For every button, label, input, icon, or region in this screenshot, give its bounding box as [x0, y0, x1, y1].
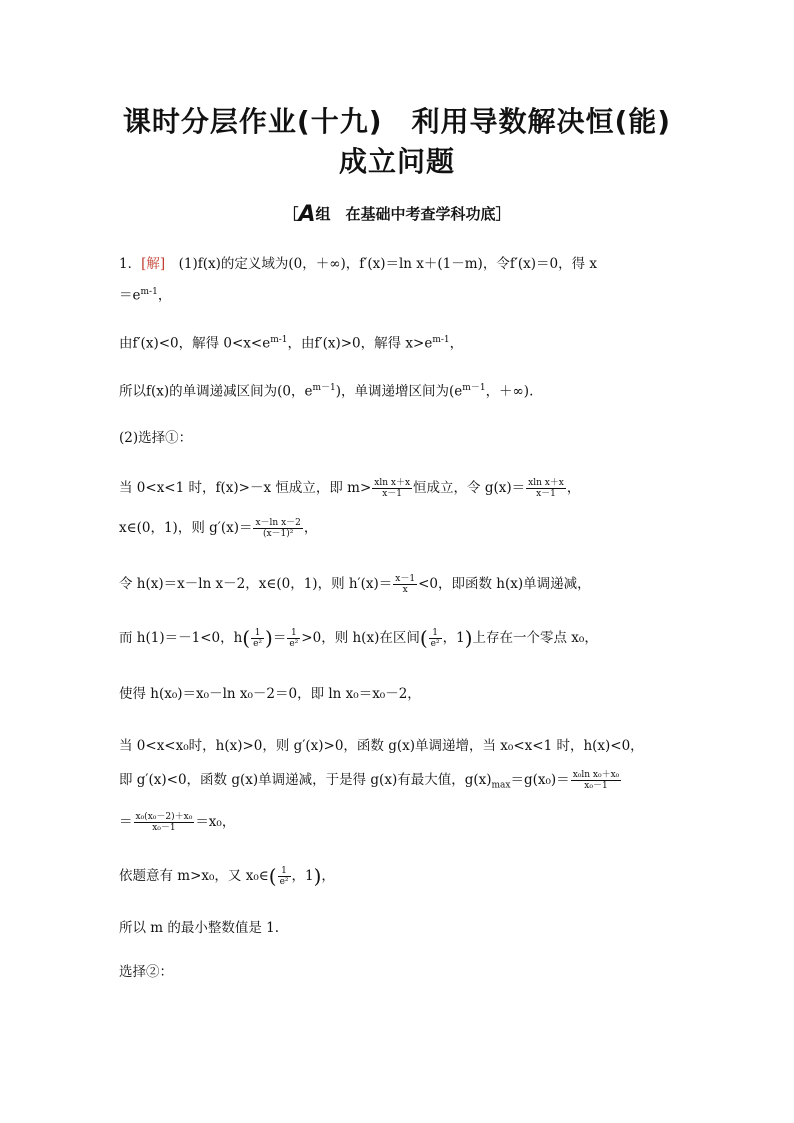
fraction: [251, 628, 264, 649]
solution-line-14: [119, 866, 335, 887]
text: ，: [566, 480, 581, 496]
solution-line-9: [119, 628, 598, 649]
text: 而 h(1)＝－1<0，h: [119, 630, 243, 646]
fraction: [526, 478, 566, 499]
numerator: 1: [287, 628, 300, 639]
paren-left: (: [419, 626, 428, 650]
text: 使得 h(x₀)＝x₀－ln x₀－2＝0，即 ln x₀＝x₀－2，: [119, 686, 421, 702]
superscript: m－1: [312, 383, 336, 393]
group-letter: A: [298, 202, 316, 227]
solution-line-4: [119, 378, 533, 402]
text: ，1: [442, 630, 465, 646]
denominator: e²: [253, 639, 263, 649]
numerator: xln x＋x: [374, 478, 411, 488]
denominator: x－1: [536, 489, 556, 499]
solution-line-10: [119, 684, 421, 704]
denominator: x₀－1: [584, 781, 608, 791]
group-heading: [0, 202, 794, 227]
numerator: x－1: [395, 574, 416, 584]
numerator: xln x＋x: [528, 478, 564, 488]
paren-left: (: [268, 864, 277, 888]
group-bracket-right: ］: [495, 205, 511, 223]
text: 所以f(x)的单调递减区间为(0，e: [119, 383, 313, 400]
fraction: [253, 518, 302, 539]
text: 选择②：: [119, 964, 173, 980]
solution-line-12: [119, 770, 622, 796]
page-title-continued: 成立问题: [338, 145, 455, 178]
text: )，单调递增区间为(e: [335, 383, 463, 400]
paren-right: ): [265, 626, 273, 650]
text: 即 g′(x)<0，函数 g(x)单调递减，于是得 g(x)有最大值，g(x): [119, 772, 492, 788]
text: ，: [321, 868, 335, 884]
text: ，: [303, 520, 318, 536]
fraction: [571, 770, 622, 791]
text: ＝: [272, 630, 287, 646]
solution-line-6: [119, 478, 580, 499]
denominator: e²: [430, 639, 440, 649]
text: (1)f(x)的定义域为(0，＋∞)，f′(x)＝ln x＋(1－m)，令f′(x)＝0，得 x: [178, 256, 598, 272]
text: ，: [449, 335, 464, 352]
numerator: 1: [278, 866, 291, 877]
subscript: max: [491, 780, 511, 791]
text: ＝: [119, 814, 133, 830]
text: 当 0<x<1 时，f(x)>－x 恒成立，即 m>: [119, 480, 372, 496]
superscript: m-1: [140, 287, 158, 297]
paren-right: ): [313, 864, 322, 888]
superscript: m－1: [462, 383, 486, 393]
group-bracket-left: ［: [283, 205, 299, 223]
denominator: e²: [289, 639, 299, 649]
text: ＝g(x₀)＝: [510, 772, 570, 788]
text: 上存在一个零点 x₀，: [472, 630, 598, 646]
fraction: [278, 866, 291, 887]
problem-number: 1．: [119, 256, 142, 272]
paren-right: ): [464, 626, 473, 650]
paren-left: (: [242, 626, 251, 650]
text: >0，则 h(x)在区间: [301, 630, 420, 646]
text: ，: [157, 287, 172, 304]
denominator: (x－1)²: [262, 529, 294, 539]
denominator: x: [402, 585, 408, 595]
text: 当 0<x<x₀时，h(x)>0，则 g′(x)>0，函数 g(x)单调递增，当 x₀<x<1 时，h(x)<0，: [119, 738, 644, 754]
numerator: x₀(x₀－2)＋x₀: [135, 812, 193, 822]
page-title: 课时分层作业(十九) 利用导数解决恒(能): [122, 105, 672, 138]
text: ＝e: [119, 287, 141, 304]
numerator: 1: [429, 628, 442, 639]
superscript: m-1: [432, 335, 450, 345]
denominator: x₀－1: [152, 823, 176, 833]
superscript: m-1: [270, 335, 288, 345]
solution-line-15: [119, 918, 279, 938]
solution-line-3: [119, 330, 463, 354]
solution-line-13: [119, 812, 235, 833]
text: ，1: [291, 868, 314, 884]
solution-line-16: [119, 962, 173, 982]
fraction: [372, 478, 412, 499]
fraction: [134, 812, 195, 833]
text: (2)选择①：: [119, 430, 193, 446]
denominator: e²: [279, 877, 289, 887]
text: 所以 m 的最小整数值是 1.: [119, 920, 280, 936]
solution-line-11: [119, 736, 644, 756]
text: <0，即函数 h(x)单调递减，: [418, 576, 591, 592]
text: ，由f′(x)>0，解得 x>e: [287, 335, 433, 352]
text: 依题意有 m>x₀，又 x₀∈: [119, 868, 269, 884]
text: 令 h(x)＝x－ln x－2，x∈(0，1)，则 h′(x)＝: [119, 576, 393, 592]
solution-line-7: [119, 518, 317, 539]
solution-line-5: [119, 428, 192, 448]
text: x∈(0，1)，则 g′(x)＝: [119, 520, 253, 536]
fraction: [287, 628, 300, 649]
solution-line-8: [119, 574, 591, 595]
numerator: 1: [251, 628, 264, 639]
fraction: [429, 628, 442, 649]
text: ＝x₀，: [195, 814, 236, 830]
denominator: x－1: [382, 489, 403, 499]
group-label: 组 在基础中考查学科功底: [315, 205, 496, 223]
solution-line-1: [119, 254, 597, 274]
solution-tag: [解]: [141, 256, 166, 272]
text: ，＋∞).: [485, 383, 534, 400]
numerator: x－ln x－2: [255, 518, 301, 528]
solution-line-2: [119, 282, 171, 306]
text: 由f′(x)<0，解得 0<x<e: [119, 335, 271, 352]
numerator: x₀ln x₀＋x₀: [572, 770, 620, 780]
fraction: [393, 574, 417, 595]
text: 恒成立，令 g(x)＝: [413, 480, 526, 496]
